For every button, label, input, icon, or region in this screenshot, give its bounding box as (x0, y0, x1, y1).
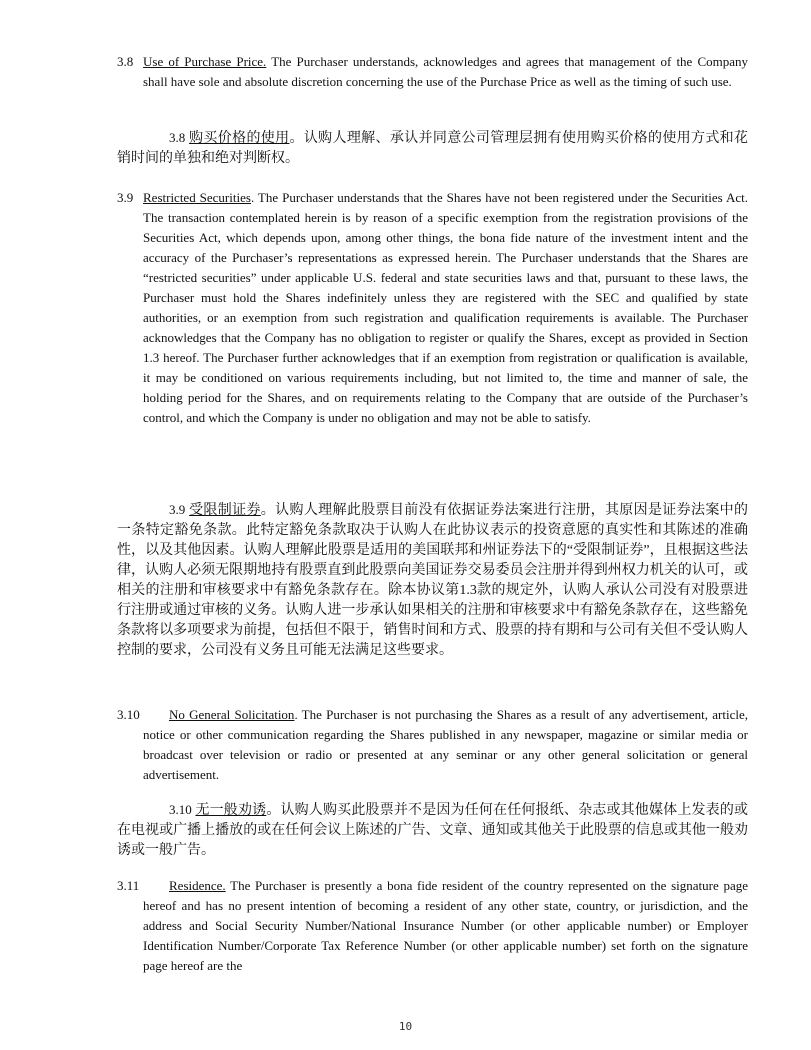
section-body (117, 876, 748, 976)
page-number: 10 (398, 1020, 413, 1033)
section-text: 。认购人理解、承认并同意公司管理层拥有使用购买价格的使用方式和花销时间的单独和绝对判断权。 (117, 131, 749, 166)
section-number: 3.10 (169, 802, 192, 817)
section-title: 受限制证券 (189, 503, 261, 518)
section-3-8 (117, 52, 748, 92)
section-body (117, 705, 748, 785)
section-3-9-zh (117, 500, 748, 661)
section-number: 3.9 (169, 502, 186, 517)
section-3-10 (117, 705, 748, 785)
section-text: . The Purchaser is not purchasing the Shares as a result of any advertisement, article, notice or other communication regarding the Shares published in any newspaper, magazine or similar media or broadcast over television or radio or presented at any seminar or any other general solicitation or general advertisement. (143, 707, 748, 782)
section-3-10-zh (117, 800, 748, 861)
section-title: Residence. (169, 878, 226, 893)
section-title: No General Solicitation (169, 707, 295, 722)
section-3-8-zh (117, 128, 748, 169)
section-number: 3.11 (117, 878, 140, 893)
section-number: 3.10 (117, 707, 140, 722)
section-number: 3.8 (117, 54, 134, 69)
section-title: Use of Purchase Price. (143, 54, 267, 69)
section-number: 3.8 (169, 130, 186, 145)
section-3-11 (117, 876, 748, 976)
section-text: 。认购人理解此股票目前没有依据证券法案进行注册，其原因是证券法案中的一条特定豁免条款。此特定豁免条款取决于认购人在此协议表示的投资意愿的真实性和其陈述的准确性，以及其他因素。认购人理解此股票是适用的美国联邦和州证券法下的“受限制证券”，且根据这些法律，认购人必须无限期地持有股票直到此股票向美国证券交易委员会注册并得到州权力机关的认可，或相关的注册和审核要求中有豁免条款存在。除本协议第1.3款的规定外，认购人承认公司没有对股票进行注册或通过审核的义务。认购人进一步承认如果相关的注册和审核要求中有豁免条款存在，这些豁免条款将以多项要求为前提，包括但不限于，销售时间和方式、股票的持有期和与公司有关但不受认购人控制的要求，公司没有义务且可能无法满足这些要求。 (117, 503, 749, 658)
section-number: 3.9 (117, 190, 134, 205)
section-text: . The Purchaser understands that the Shares have not been registered under the Securities Act. The transaction contemplated herein is by reason of a specific exemption from the registration provisions of the Securities Act, which depends upon, among other things, the bona fide nature of the investment intent and the accuracy of the Purchaser’s representations as expressed herein. The Purchaser understands that the Shares are “restricted securities” under applicable U.S. federal and state securities laws and that, pursuant to these laws, the Purchaser must hold the Shares indefinitely unless they are registered with the SEC and qualified by state authorities, or an exemption from such registration and qualification requirements is available. The Purchaser acknowledges that the Company has no obligation to register or qualify the Shares, except as provided in Section 1.3 hereof. The Purchaser further acknowledges that if an exemption from registration or qualification is available, it may be conditioned on various requirements including, but not limited to, the time and manner of sale, the holding period for the Shares, and on requirements relating to the Company that are outside of the Purchaser’s control, and which the Company is under no obligation and may not be able to satisfy. (143, 190, 749, 425)
section-title: 无一般劝诱 (195, 803, 267, 818)
section-title: 购买价格的使用 (189, 131, 290, 146)
section-body (117, 52, 748, 92)
section-body (117, 188, 748, 428)
section-title: Restricted Securities (143, 190, 251, 205)
section-text: 。认购人购买此股票并不是因为任何在任何报纸、杂志或其他媒体上发表的或在电视或广播上播放的或在任何会议上陈述的广告、文章、通知或其他关于此股票的信息或其他一般劝诱或一般广告。 (117, 803, 749, 858)
section-text: The Purchaser is presently a bona fide resident of the country represented on the signature page hereof and has no present intention of becoming a resident of any other state, country, or jurisdiction, and the address and Social Security Number/National Insurance Number (or other applicable number) or Employer Identification Number/Corporate Tax Reference Number (or other applicable number) set forth on the signature page hereof are the (143, 878, 748, 973)
section-text: The Purchaser understands, acknowledges and agrees that management of the Company shall have sole and absolute discretion concerning the use of the Purchase Price as well as the timing of such use. (143, 54, 749, 89)
section-3-9 (117, 188, 748, 428)
